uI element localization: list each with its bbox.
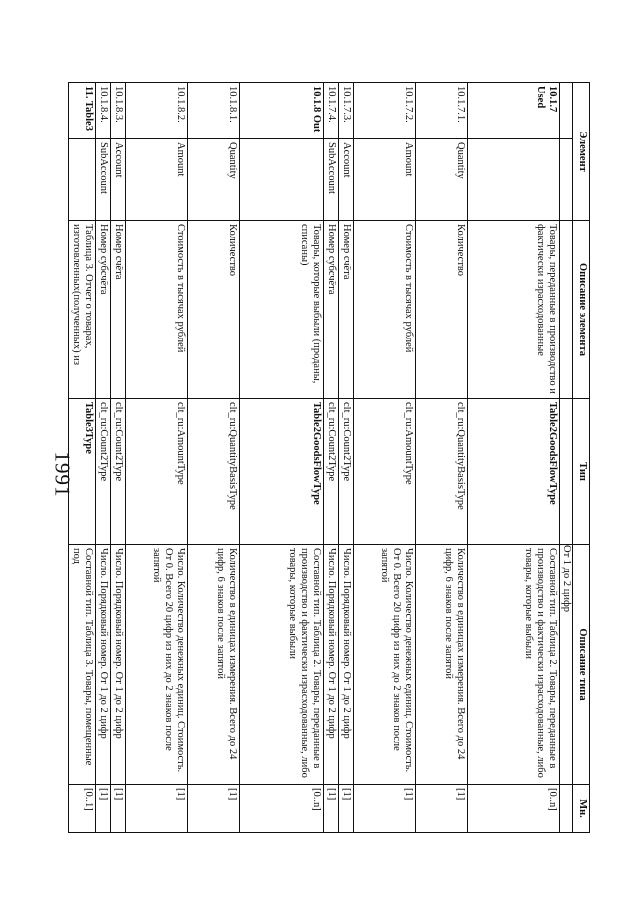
document-sheet <box>71 82 590 832</box>
table-row <box>339 83 354 833</box>
row-code: 10.1.7.1. <box>416 83 468 139</box>
row-element-desc: Номер субсчёта <box>96 221 111 399</box>
row-name: Amount <box>354 139 416 221</box>
page-number: 1991 <box>50 451 75 498</box>
row-code: 10.1.7.4. <box>324 83 339 139</box>
table-row <box>416 83 468 833</box>
row-code: 10.1.7.2. <box>354 83 416 139</box>
table-row <box>96 83 111 833</box>
row-type-desc: Число. Количество денежных единиц. Стоимость. От 0. Всего 20 цифр из них до 2 знаков после запятой <box>354 545 416 785</box>
row-code: 10.1.8.2. <box>126 83 188 139</box>
row-type-desc: Количество в единицах измерения. Всего до 24 цифр, 6 знаков после запятой <box>416 545 468 785</box>
element-table <box>68 82 590 833</box>
row-mult: [0..1] <box>69 785 96 833</box>
row-code: 10.1.7.3. <box>339 83 354 139</box>
row-name: Account <box>339 139 354 221</box>
row-element-desc: Номер субсчёта <box>324 221 339 399</box>
row-type: Table3Type <box>69 399 96 545</box>
row-name: Quantity <box>188 139 240 221</box>
row-mult: [0..n] <box>240 785 324 833</box>
row-type: clt_ru:Count2Type <box>111 399 126 545</box>
table-row <box>354 83 416 833</box>
row-element-desc: Таблица 3. Отчет о товарах, изготовленных(полученных) из <box>69 221 96 399</box>
row-type: clt_ru:Count2Type <box>339 399 354 545</box>
row-type: clt_ru:Count2Type <box>324 399 339 545</box>
header-type: Тип <box>573 399 590 545</box>
row-name: Quantity <box>416 139 468 221</box>
row-element-desc: Стоимость в тысячах рублей <box>126 221 188 399</box>
table-row <box>126 83 188 833</box>
row-mult: [1] <box>111 785 126 833</box>
row-code: 10.1.8.1. <box>188 83 240 139</box>
row-code: 11. Table3 <box>69 83 96 139</box>
row-type-desc: Составной тип. Таблица 3. Товары, помещенные под <box>69 545 96 785</box>
table-row <box>324 83 339 833</box>
table-row <box>240 83 324 833</box>
row-type: clt_ru:QuantityBasisType <box>188 399 240 545</box>
row-type-desc: Число. Порядковый номер. От 1 до 2 цифр <box>339 545 354 785</box>
row-type-desc: Составной тип. Таблица 2. Товары, переданные в производство и фактически израсходованные, либо товары, которые выбыли <box>240 545 324 785</box>
row-mult: [1] <box>126 785 188 833</box>
row-mult: [0..n] <box>468 785 560 833</box>
row-type: clt_ru:Count2Type <box>96 399 111 545</box>
row-name: Amount <box>126 139 188 221</box>
row-element-desc: Количество <box>416 221 468 399</box>
row-mult: [1] <box>96 785 111 833</box>
row-type-desc: Число. Количество денежных единиц. Стоимость. От 0. Всего 20 цифр из них до 2 знаков после запятой <box>126 545 188 785</box>
row-mult: [1] <box>416 785 468 833</box>
table-row <box>188 83 240 833</box>
row-name: SubAccount <box>96 139 111 221</box>
row-element-desc: Товары, которые выбыли (проданы, списаны) <box>240 221 324 399</box>
row-type-desc: Число. Порядковый номер. От 1 до 2 цифр <box>111 545 126 785</box>
row-type-desc: Количество в единицах измерения. Всего до 24 цифр, 6 знаков после запятой <box>188 545 240 785</box>
overflow-row <box>560 83 573 833</box>
header-element: Элемент <box>573 83 590 221</box>
row-mult: [1] <box>354 785 416 833</box>
table-row <box>69 83 96 833</box>
table-row <box>111 83 126 833</box>
row-type: clt_ru:AmountType <box>354 399 416 545</box>
row-type: Table2GoodsFlowType <box>240 399 324 545</box>
header-type-desc: Описание типа <box>573 545 590 785</box>
overflow-text: От 1 до 2 цифр <box>560 545 573 785</box>
row-code: 10.1.8.3. <box>111 83 126 139</box>
table-header-row <box>573 83 590 833</box>
row-element-desc: Количество <box>188 221 240 399</box>
row-element-desc: Товары, переданные в производство и фактически израсходованные <box>468 221 560 399</box>
row-type: clt_ru:QuantityBasisType <box>416 399 468 545</box>
row-mult: [1] <box>339 785 354 833</box>
row-code: 10.1.7 Used <box>468 83 560 139</box>
row-mult: [1] <box>324 785 339 833</box>
row-name: Account <box>111 139 126 221</box>
row-code: 10.1.8 Out <box>240 83 324 139</box>
row-type: clt_ru:AmountType <box>126 399 188 545</box>
row-element-desc: Номер счёта <box>339 221 354 399</box>
row-type-desc: Составной тип. Таблица 2. Товары, переданные в производство и фактически израсходованные, либо товары, которые выбыли <box>468 545 560 785</box>
row-type-desc: Число. Порядковый номер. От 1 до 2 цифр <box>324 545 339 785</box>
row-name: SubAccount <box>324 139 339 221</box>
row-type: Table2GoodsFlowType <box>468 399 560 545</box>
header-element-desc: Описание элемента <box>573 221 590 399</box>
row-type-desc: Число. Порядковый номер. От 1 до 2 цифр <box>96 545 111 785</box>
table-row <box>468 83 560 833</box>
row-mult: [1] <box>188 785 240 833</box>
row-element-desc: Номер счёта <box>111 221 126 399</box>
header-mult: Мн. <box>573 785 590 833</box>
row-code: 10.1.8.4. <box>96 83 111 139</box>
row-element-desc: Стоимость в тысячах рублей <box>354 221 416 399</box>
